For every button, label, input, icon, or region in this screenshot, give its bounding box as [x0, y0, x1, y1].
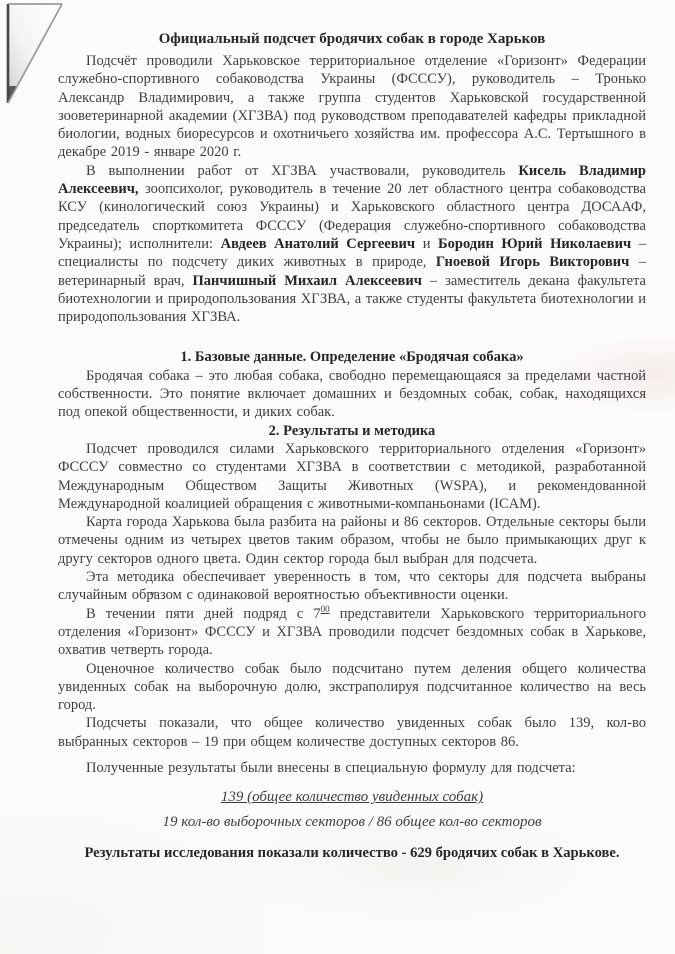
paragraph: Подсчеты показали, что общее количество увиденных собак было 139, кол-во выбранных секторов – 19 при общем количестве доступных секторов 86. — [58, 715, 646, 750]
paragraph: Оценочное количество собак было подсчитано путем деления общего количества увиденных собак на выборочную долю, экстраполируя подсчитанное количество на весь город. — [58, 660, 646, 714]
paragraph: Подсчёт проводили Харьковское территориальное отделение «Горизонт» Федерации служебно-спортивного собаководства Украины (ФСССУ), руководитель – Тронько Александр Владимирович, а также группа студентов Харьковской государственной зооветеринарной академии (ХГЗВА) под руководством преподавателей кафедры прикладной биологии, водных биоресурсов и охотничьего хозяйства им. профессора А.С. Тертышного в декабре 2019 - январе 2020 г. — [58, 53, 646, 161]
formula-denominator: 19 кол-во выборочных секторов / 86 общее кол-во секторов — [162, 814, 542, 831]
document-body — [58, 30, 646, 863]
paragraph: Бродячая собака – это любая собака, свободно перемещающаяся за пределами частной собственности. Это понятие включает домашних и бездомных собак, собак, находящихся под опекой общественности, и диких собак. — [58, 367, 646, 421]
result-statement: Результаты исследования показали количество - 629 бродячих собак в Харькове. — [84, 845, 620, 862]
paragraph: Подсчет проводился силами Харьковского территориального отделения «Горизонт» ФСССУ совместно со студентами ХГЗВА в соответствии с методикой, разработанной Международным Обществом Защиты Животных (WSPA), и рекомендованной Международной коалицией обращения с животными-компаньонами (ICAM). — [58, 440, 646, 512]
paragraph: Эта методика обеспечивает уверенность в том, что секторы для подсчета выбраны случайным образом с одинаковой вероятностью объективности оценки. — [58, 569, 646, 604]
section-heading: 2. Результаты и методика — [268, 422, 436, 439]
paragraph: В выполнении работ от ХГЗВА участвовали, руководитель Кисель Владимир Алексеевич, зоопсихолог, руководитель в течение 20 лет областного центра собаководства КСУ (кинологический союз Украины) и Харьковского областного центра ДОСААФ, председатель спорткомитета ФСССУ (Федерация служебно-спортивного собаководства Украины); исполнители: Авдеев Анатолий Сергеевич и Бородин Юрий Николаевич – специалисты по подсчету диких животных в природе, Гноевой Игорь Викторович – ветеринарный врач, Панчишный Михаил Алексеевич – заместитель декана факультета биотехнологии и природопользования ХГЗВА, а также студенты факультета биотехнологии и природопользования ХГЗВА. — [58, 162, 646, 326]
section-heading: 1. Базовые данные. Определение «Бродячая собака» — [180, 349, 524, 366]
paragraph: Карта города Харькова была разбита на районы и 86 секторов. Отдельные секторы были отмечены одним из четырех цветов таким образом, чтобы не было примыкающих друг к другу секторов одного цвета. Один сектор города был выбран для подсчета. — [58, 514, 646, 567]
paragraph: В течении пяти дней подряд с $7^{00}$ представители Харьковского территориального отделения «Горизонт» ФСССУ и ХГЗВА проводили подсчет бездомных собак в Харькове, охватив четверть города. — [58, 603, 646, 659]
formula-numerator: 139 (общее количество увиденных собак) — [220, 789, 484, 806]
paragraph: Полученные результаты были внесены в специальную формулу для подсчета: — [86, 759, 576, 776]
count-formula — [58, 785, 646, 835]
document-title: Официальный подсчет бродячих собак в городе Харьков — [158, 31, 546, 47]
